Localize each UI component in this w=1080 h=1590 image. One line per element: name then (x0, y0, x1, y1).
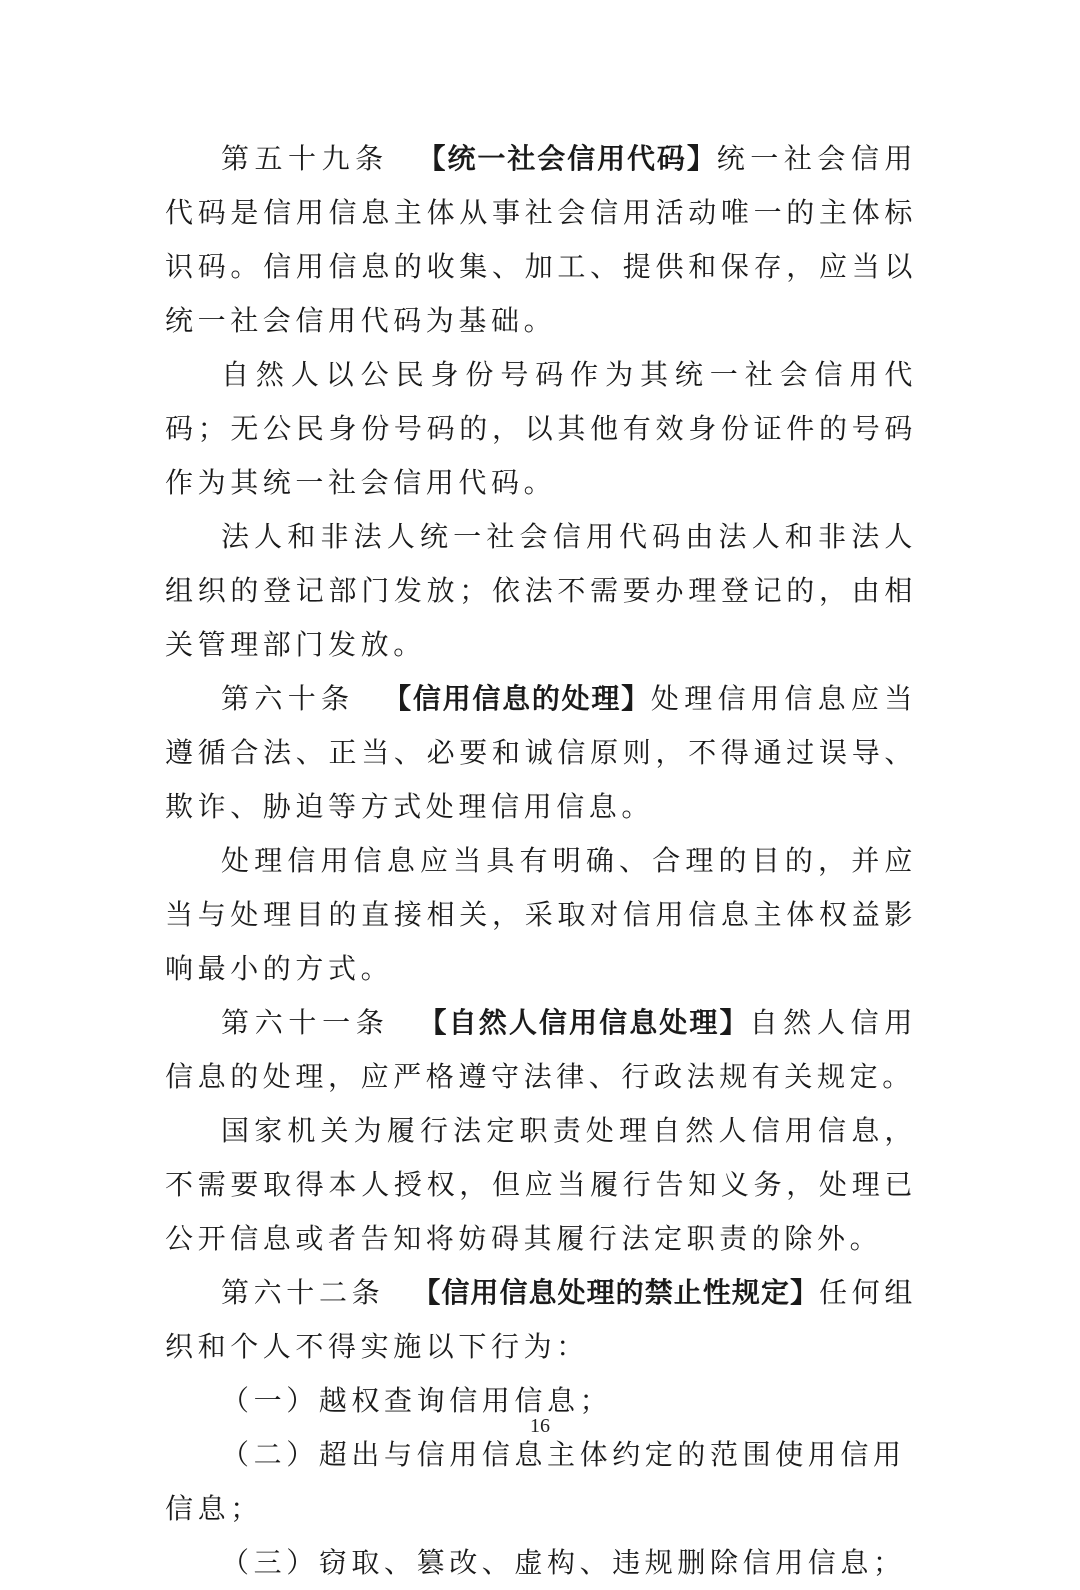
list-item: （二）超出与信用信息主体约定的范围使用信用信息； (165, 1438, 906, 1525)
article-heading: 【信用信息处理的禁止性规定】 (412, 1276, 820, 1309)
article-number: 第六十二条 (221, 1276, 385, 1309)
article-number: 第六十条 (221, 682, 355, 715)
article-59-paragraph-3: 法人和非法人统一社会信用代码由法人和非法人组织的登记部门发放；依法不需要办理登记的，由相关管理部门发放。 (165, 520, 917, 661)
page-number: 16 (530, 1415, 550, 1437)
article-60-paragraph (165, 672, 917, 834)
list-item: （三）窃取、篡改、虚构、违规删除信用信息； (221, 1546, 906, 1579)
article-60-paragraph-2: 处理信用信息应当具有明确、合理的目的，并应当与处理目的直接相关，采取对信用信息主体权益影响最小的方式。 (165, 844, 917, 985)
article-body: 处理信用信息应当遵循合法、正当、必要和诚信原则，不得通过误导、欺诈、胁迫等方式处理信用信息。 (165, 682, 917, 823)
article-59-paragraph (165, 132, 917, 348)
article-61-paragraph-2: 国家机关为履行法定职责处理自然人信用信息，不需要取得本人授权，但应当履行告知义务，处理已公开信息或者告知将妨碍其履行法定职责的除外。 (165, 1114, 917, 1255)
article-number: 第五十九条 (221, 142, 389, 175)
document-body (165, 132, 917, 1590)
article-heading: 【自然人信用信息处理】 (417, 1006, 750, 1039)
article-62-paragraph (165, 1266, 917, 1374)
article-body: 自然人信用信息的处理，应严格遵守法律、行政法规有关规定。 (165, 1006, 917, 1093)
article-body: 任何组织和个人不得实施以下行为： (165, 1276, 917, 1363)
article-59-paragraph-2: 自然人以公民身份号码作为其统一社会信用代码；无公民身份号码的，以其他有效身份证件的号码作为其统一社会信用代码。 (165, 358, 917, 499)
article-body: 统一社会信用代码是信用信息主体从事社会信用活动唯一的主体标识码。信用信息的收集、加工、提供和保存，应当以统一社会信用代码为基础。 (165, 142, 917, 337)
list-item: （一）越权查询信用信息； (221, 1384, 613, 1417)
article-61-paragraph (165, 996, 917, 1104)
article-heading: 【统一社会信用代码】 (416, 142, 717, 175)
article-heading: 【信用信息的处理】 (382, 682, 651, 715)
article-number: 第六十一条 (221, 1006, 390, 1039)
